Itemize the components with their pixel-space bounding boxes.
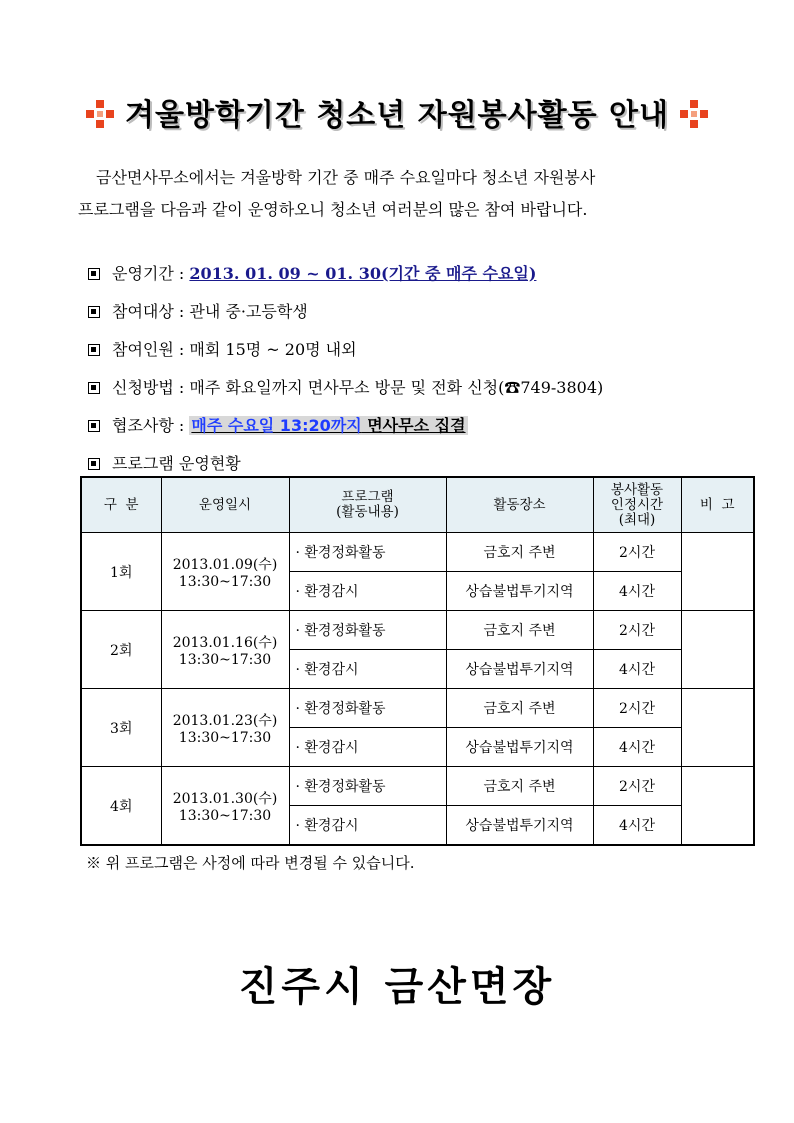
note-cell: [681, 767, 754, 846]
note-cell: [681, 533, 754, 611]
intro-line-2: 프로그램을 다음과 같이 운영하오니 청소년 여러분의 많은 참여 바랍니다.: [78, 200, 588, 219]
header-program: [289, 477, 446, 533]
table-row: [81, 611, 754, 650]
place-cell: 금호지 주변: [446, 689, 593, 728]
session-cell: 1회: [81, 533, 161, 611]
date-cell: [161, 689, 289, 767]
square-bullet-icon: [88, 458, 100, 470]
session-cell: 2회: [81, 611, 161, 689]
square-bullet-icon: [88, 306, 100, 318]
place-cell: 금호지 주변: [446, 533, 593, 572]
activity-cell: · 환경정화활동: [289, 767, 446, 806]
activity-cell: · 환경감시: [289, 728, 446, 767]
hours-cell: 4시간: [593, 650, 681, 689]
header-hours-line1: 봉사활동: [610, 481, 664, 498]
place-cell: 상습불법투기지역: [446, 806, 593, 846]
count-text: 참여인원 : 매회 15명 ~ 20명 내외: [112, 340, 357, 359]
date-cell: [161, 611, 289, 689]
header-hours-line3: (최대): [618, 511, 656, 528]
activity-cell: · 환경정화활동: [289, 533, 446, 572]
time-text: 13:30~17:30: [178, 651, 272, 668]
hours-cell: 2시간: [593, 533, 681, 572]
table-row: [81, 533, 754, 572]
period-label: 운영기간 :: [112, 264, 190, 283]
note-cell: [681, 611, 754, 689]
place-cell: 금호지 주변: [446, 611, 593, 650]
note-cell: [681, 689, 754, 767]
session-cell: 3회: [81, 689, 161, 767]
header-gubun: 구 분: [81, 477, 161, 533]
square-bullet-icon: [88, 344, 100, 356]
date-text: 2013.01.30(수): [172, 790, 278, 807]
date-cell: [161, 767, 289, 846]
apply-text: 신청방법 : 매주 화요일까지 면사무소 방문 및 전화 신청(☎749-3804): [112, 378, 604, 397]
diamond-ornament-icon: [679, 99, 709, 129]
header-program-line1: 프로그램: [341, 489, 394, 505]
info-item-count: [88, 334, 603, 372]
date-text: 2013.01.23(수): [172, 712, 278, 729]
activity-cell: · 환경정화활동: [289, 611, 446, 650]
square-bullet-icon: [88, 268, 100, 280]
hours-cell: 4시간: [593, 572, 681, 611]
diamond-ornament-icon: [85, 99, 115, 129]
activity-cell: · 환경감시: [289, 572, 446, 611]
info-item-target: [88, 296, 603, 334]
date-text: 2013.01.09(수): [172, 556, 278, 573]
coop-time: 매주 수요일 13:20까지: [191, 416, 362, 435]
hours-cell: 4시간: [593, 806, 681, 846]
target-text: 참여대상 : 관내 중·고등학생: [112, 302, 308, 321]
coop-place: 면사무소 집결: [361, 416, 466, 435]
place-cell: 상습불법투기지역: [446, 650, 593, 689]
table-header-row: [81, 477, 754, 533]
place-cell: 금호지 주변: [446, 767, 593, 806]
header-note: 비 고: [681, 477, 754, 533]
intro-line-1: 금산면사무소에서는 겨울방학 기간 중 매주 수요일마다 청소년 자원봉사: [96, 168, 596, 187]
coop-highlight: [189, 416, 467, 435]
coop-label: 협조사항 :: [112, 416, 190, 435]
date-cell: [161, 533, 289, 611]
info-list: [88, 258, 603, 486]
header-hours-line2: 인정시간: [610, 496, 664, 513]
document-title: [0, 90, 794, 134]
hours-cell: 2시간: [593, 611, 681, 650]
info-item-period: [88, 258, 603, 296]
date-text: 2013.01.16(수): [172, 634, 278, 651]
activity-cell: · 환경감시: [289, 650, 446, 689]
period-value: 2013. 01. 09 ~ 01. 30(기간 중 매주 수요일): [189, 264, 537, 283]
hours-cell: 2시간: [593, 689, 681, 728]
table-row: [81, 767, 754, 806]
table-row: [81, 689, 754, 728]
header-date: 운영일시: [161, 477, 289, 533]
title-text: 겨울방학기간 청소년 자원봉사활동 안내: [125, 98, 669, 133]
info-item-apply: [88, 372, 603, 410]
program-text: 프로그램 운영현황: [112, 454, 241, 473]
intro-paragraph: [78, 162, 718, 226]
time-text: 13:30~17:30: [178, 729, 272, 746]
hours-cell: 4시간: [593, 728, 681, 767]
header-place: 활동장소: [446, 477, 593, 533]
hours-cell: 2시간: [593, 767, 681, 806]
session-cell: 4회: [81, 767, 161, 846]
program-table: [80, 476, 755, 846]
time-text: 13:30~17:30: [178, 807, 272, 824]
activity-cell: · 환경정화활동: [289, 689, 446, 728]
place-cell: 상습불법투기지역: [446, 572, 593, 611]
footnote: ※ 위 프로그램은 사정에 따라 변경될 수 있습니다.: [86, 854, 415, 872]
place-cell: 상습불법투기지역: [446, 728, 593, 767]
square-bullet-icon: [88, 420, 100, 432]
header-hours: [593, 477, 681, 533]
square-bullet-icon: [88, 382, 100, 394]
time-text: 13:30~17:30: [178, 573, 272, 590]
activity-cell: · 환경감시: [289, 806, 446, 846]
header-program-line2: (활동내용): [336, 504, 399, 520]
info-item-coop: [88, 410, 603, 448]
signature: 진주시 금산면장: [238, 964, 556, 1010]
